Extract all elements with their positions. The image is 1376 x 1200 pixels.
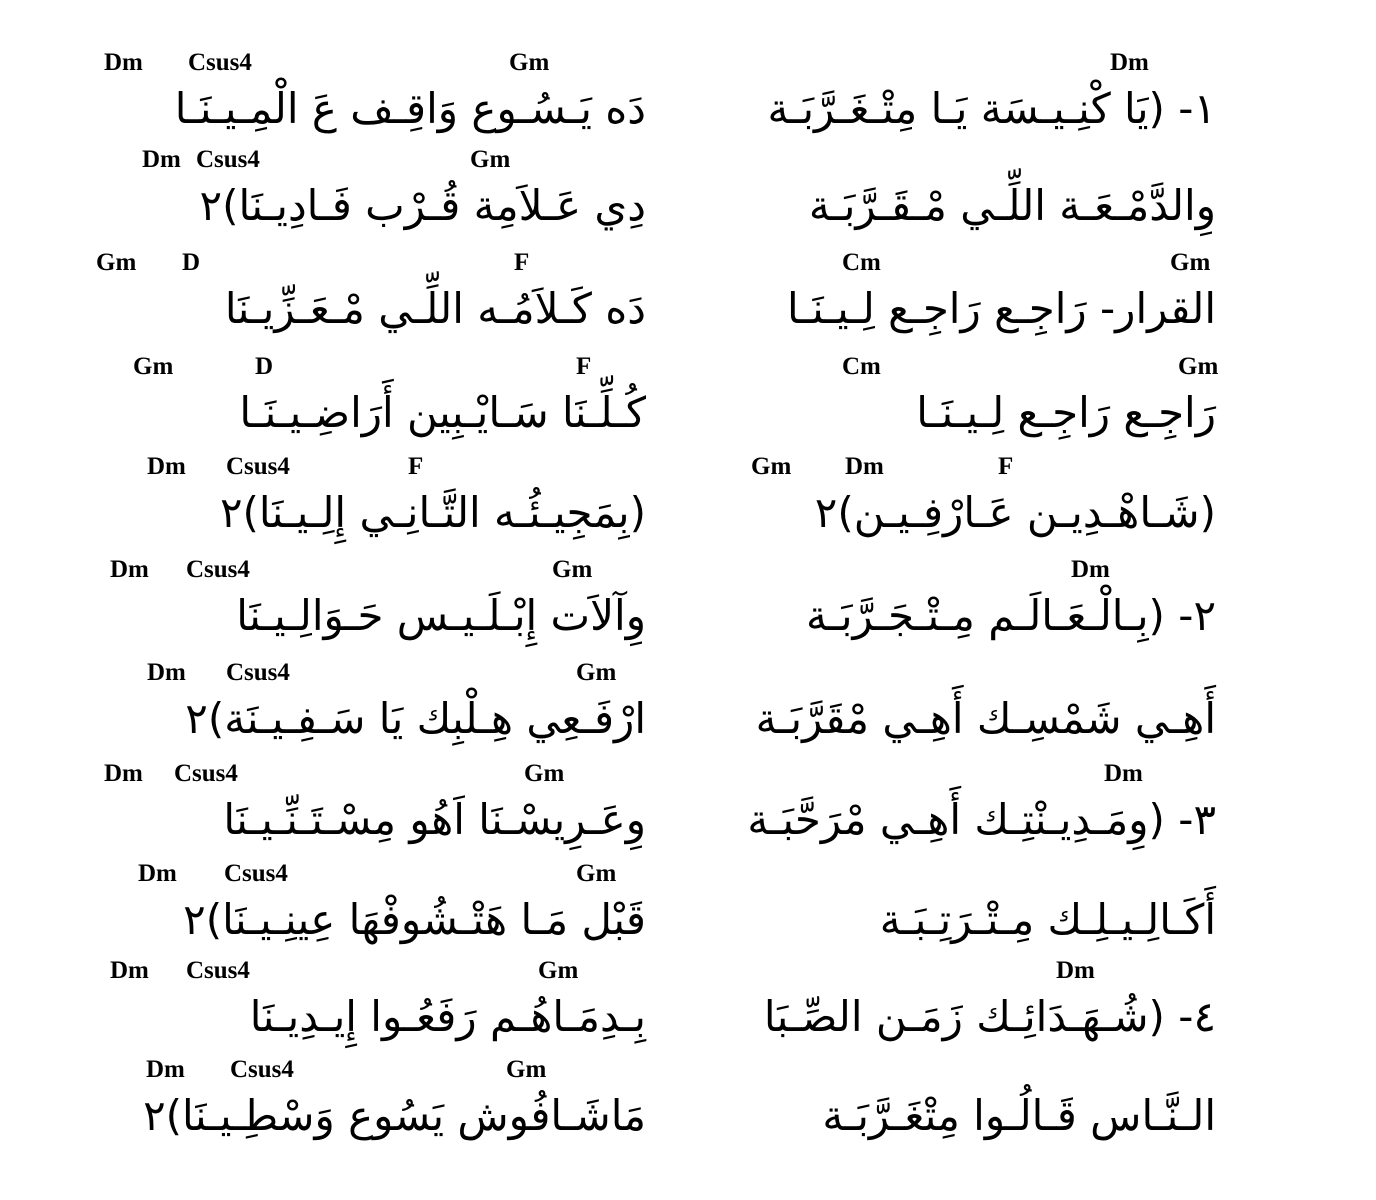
chord-label: Csus4 <box>224 860 288 887</box>
chord-label: Gm <box>509 49 550 76</box>
chord-label: Csus4 <box>174 760 238 787</box>
chord-label: F <box>576 353 592 380</box>
lyric-left: مَاشَـافُوش يَسُوع وَسْطِـيـنَا)٢ <box>143 1091 646 1140</box>
chord-label: Dm <box>1056 957 1095 984</box>
lyric-left: كُـلِّـنَا سَـايْـبِين أَرَاضِـيـنَـا <box>239 388 646 437</box>
lyric-left: بِـدِمَـاهُـم رَفَعُـوا إِيـدِيـنَا <box>249 992 646 1041</box>
chord-label: Dm <box>110 556 149 583</box>
lyric-right: ٣- (وِمَـدِيـنْتِـك أَهِـي مْرَحَّبَـة <box>747 795 1216 844</box>
chord-label: F <box>514 249 530 276</box>
lyric-left: دِي عَـلاَمِة قُـرْب فَـادِيـنَا)٢ <box>199 181 646 230</box>
chord-label: F <box>408 453 424 480</box>
song-row <box>0 555 1376 658</box>
lyric-left: وِآلاَت إِبْـلَـيـس حَـوَالِـيـنَا <box>236 591 646 640</box>
chord-label: Gm <box>470 146 511 173</box>
song-row <box>0 145 1376 248</box>
song-row <box>0 48 1376 151</box>
chord-label: Csus4 <box>226 453 290 480</box>
chord-label: Gm <box>552 556 593 583</box>
song-row <box>0 956 1376 1059</box>
chord-label: Gm <box>1170 249 1211 276</box>
chord-label: F <box>998 453 1014 480</box>
chord-label: Dm <box>110 957 149 984</box>
lyric-right: أَهِـي شَمْسِـك أَهِـي مْقَرَّبَـة <box>755 694 1216 743</box>
chord-label: Dm <box>147 453 186 480</box>
chord-label: Dm <box>104 760 143 787</box>
chord-label: Dm <box>1071 556 1110 583</box>
lyric-left: وِعَـرِيسْـنَا اَهُو مِسْـتَـنِّـيـنَا <box>223 795 646 844</box>
chord-label: Gm <box>506 1056 547 1083</box>
chord-label: Dm <box>142 146 181 173</box>
lyric-right: (شَـاهْـدِيـن عَـارْفِـيـن)٢ <box>814 488 1216 537</box>
song-row <box>0 658 1376 761</box>
song-row <box>0 352 1376 455</box>
lyric-right: ٢- (بِـالْـعَـالَـم مِـتْـجَـرَّبَـة <box>806 591 1216 640</box>
chord-label: Gm <box>576 860 617 887</box>
lyric-right: وِالدَّمْـعَـة اللِّـي مْـقَـرَّبَـة <box>808 181 1216 230</box>
chord-label: Cm <box>842 353 881 380</box>
chord-label: Csus4 <box>230 1056 294 1083</box>
chord-label: Dm <box>147 659 186 686</box>
lyric-right: القرار- رَاجِـع رَاجِـع لِـيـنَـا <box>786 284 1216 333</box>
chord-label: Dm <box>104 49 143 76</box>
song-row <box>0 248 1376 351</box>
song-row <box>0 759 1376 862</box>
chord-label: D <box>255 353 274 380</box>
lyric-left: ارْفَـعِي هِـلْبِك يَا سَـفِـيـنَة)٢ <box>185 694 646 743</box>
chord-label: Dm <box>1110 49 1149 76</box>
chord-label: Gm <box>133 353 174 380</box>
lyric-right: ٤- (شُـهَـدَائِـك زَمَـن الصِّـبَا <box>763 992 1216 1041</box>
chord-label: Dm <box>146 1056 185 1083</box>
lyric-right: رَاجِـع رَاجِـع لِـيـنَـا <box>916 388 1216 437</box>
lyric-right: الـنَّـاس قَـالُـوا مِتْغَـرَّبَـة <box>822 1091 1216 1140</box>
lyric-right: أَكَـالِـيـلِـك مِـتْـرَتِـبَـة <box>879 895 1216 944</box>
chord-label: Dm <box>845 453 884 480</box>
chord-label: D <box>182 249 201 276</box>
chord-label: Gm <box>524 760 565 787</box>
chord-label: Dm <box>1104 760 1143 787</box>
lyric-left: (بِمَجِيـئُـه التَّـانِـي إِلِـيـنَا)٢ <box>219 488 646 537</box>
chord-label: Gm <box>576 659 617 686</box>
song-row <box>0 452 1376 555</box>
song-row <box>0 859 1376 962</box>
chord-label: Cm <box>842 249 881 276</box>
chord-label: Gm <box>538 957 579 984</box>
lyric-left: دَه كَـلاَمُـه اللِّـي مْـعَـزِّيـنَا <box>224 284 646 333</box>
chord-label: Dm <box>138 860 177 887</box>
chord-label: Csus4 <box>196 146 260 173</box>
chord-label: Gm <box>96 249 137 276</box>
song-row <box>0 1055 1376 1158</box>
chord-label: Csus4 <box>186 556 250 583</box>
chord-label: Gm <box>1178 353 1219 380</box>
chord-label: Csus4 <box>188 49 252 76</box>
lyric-left: دَه يَـسُـوع وَاقِـف عَ الْمِـيـنَـا <box>174 84 646 133</box>
lyric-right: ١- (يَا كْنِـيـسَة يَـا مِتْـغَـرَّبَـة <box>767 84 1216 133</box>
lyric-left: قَبْل مَـا هَتْـشُوفْهَا عِينِـيـنَا)٢ <box>183 895 646 944</box>
chord-label: Csus4 <box>226 659 290 686</box>
chord-label: Gm <box>751 453 792 480</box>
chord-label: Csus4 <box>186 957 250 984</box>
